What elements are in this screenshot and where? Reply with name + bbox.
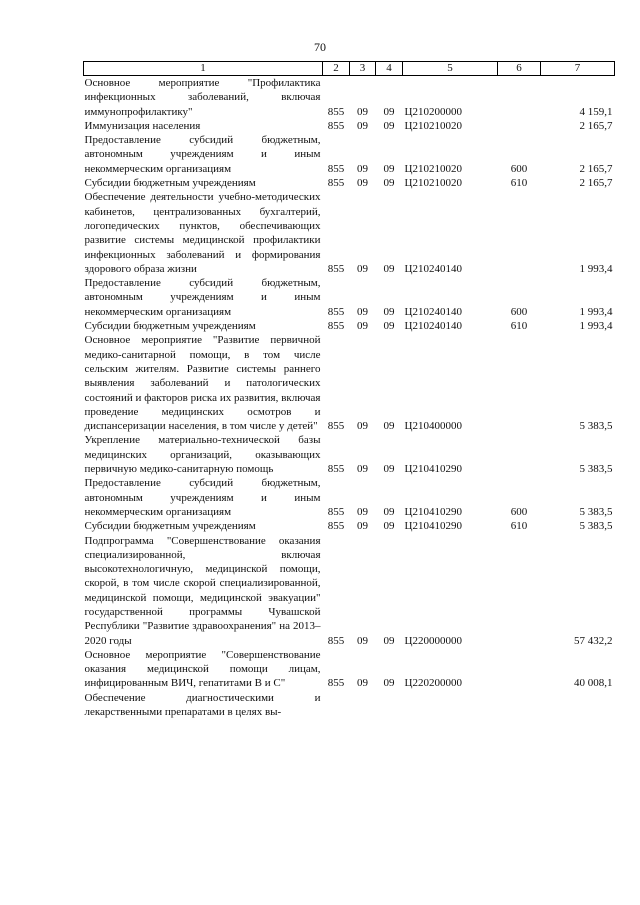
section-cell: 09 xyxy=(357,262,368,275)
amount-cell: 5 383,5 xyxy=(579,505,613,518)
section-cell: 09 xyxy=(357,305,368,318)
subsection-cell: 09 xyxy=(383,320,395,333)
section-cell: 09 xyxy=(357,677,368,690)
amount-cell: 2 165,7 xyxy=(579,119,613,132)
table-row xyxy=(84,319,615,333)
subsection-cell: 09 xyxy=(383,105,395,118)
target-item-cell xyxy=(403,691,498,720)
gr-code-cell: 855 xyxy=(327,634,345,647)
table-row xyxy=(84,76,615,119)
gr-code-cell: 855 xyxy=(327,677,345,690)
gr-code-cell: 855 xyxy=(327,420,345,433)
expense-type-cell: 610 xyxy=(510,520,528,533)
expense-type-cell xyxy=(498,119,541,133)
row-name-cell: Субсидии бюджетным учреждениям xyxy=(84,520,256,533)
table-row xyxy=(84,534,615,648)
gr-code-cell: 855 xyxy=(327,162,345,175)
gr-code-cell xyxy=(323,691,350,720)
column-header: 6 xyxy=(498,62,541,76)
subsection-cell: 09 xyxy=(383,505,395,518)
section-cell xyxy=(350,691,376,720)
column-header: 4 xyxy=(376,62,403,76)
subsection-cell: 09 xyxy=(383,305,395,318)
target-item-cell: Ц210410290 xyxy=(404,505,462,518)
table-header-row xyxy=(84,62,615,76)
section-cell: 09 xyxy=(357,105,368,118)
amount-cell: 2 165,7 xyxy=(579,177,613,190)
row-name-cell: Субсидии бюджетным учреждениям xyxy=(84,320,256,333)
target-item-cell: Ц220000000 xyxy=(404,634,462,647)
amount-cell: 2 165,7 xyxy=(579,162,613,175)
section-cell: 09 xyxy=(357,177,368,190)
table-row xyxy=(84,190,615,276)
section-cell: 09 xyxy=(357,463,368,476)
amount-cell: 5 383,5 xyxy=(579,420,613,433)
row-name-cell: Предоставление субсидий бюджетным, автономным учреждениям и иным некоммерческим организациям xyxy=(84,277,321,318)
target-item-cell: Ц210210020 xyxy=(404,177,462,190)
amount-cell: 1 993,4 xyxy=(579,262,613,275)
target-item-cell: Ц210200000 xyxy=(404,105,462,118)
expense-type-cell xyxy=(498,534,541,648)
table-row xyxy=(84,119,615,133)
table-row xyxy=(84,276,615,319)
gr-code-cell: 855 xyxy=(327,320,345,333)
subsection-cell: 09 xyxy=(383,463,395,476)
row-name-cell: Основное мероприятие "Совершенствование оказания медицинской помощи лицам, инфицированным ВИЧ, гепатитами В и С" xyxy=(84,648,321,690)
table-row xyxy=(84,176,615,190)
section-cell: 09 xyxy=(357,119,368,132)
column-header: 7 xyxy=(541,62,615,76)
row-name-cell: Иммунизация населения xyxy=(84,119,201,132)
subsection-cell: 09 xyxy=(383,119,395,132)
amount-cell: 4 159,1 xyxy=(579,105,613,118)
row-name-cell: Подпрограмма "Совершенствование оказания специализированной, включая высокотехнологичную, медицинской помощи, скорой, в том числе скорой специализированной, медицинской помощи, медицинской эвакуации" государственной программы Чувашской Республики "Развитие здравоохранения" на 2013–2020 годы xyxy=(84,534,321,647)
amount-cell xyxy=(541,691,615,720)
expense-type-cell xyxy=(498,76,541,119)
gr-code-cell: 855 xyxy=(327,262,345,275)
expense-type-cell: 600 xyxy=(510,505,528,518)
expense-type-cell xyxy=(498,190,541,276)
gr-code-cell: 855 xyxy=(327,105,345,118)
amount-cell: 40 008,1 xyxy=(574,677,613,690)
target-item-cell: Ц210240140 xyxy=(404,320,462,333)
subsection-cell: 09 xyxy=(383,262,395,275)
row-name-cell: Обеспечение деятельности учебно-методических кабинетов, централизованных бухгалтерий, логопедических пунктов, обеспечивающих развитие системы медицинской профилактики инфекционных заболеваний и формирования здорового образа жизни xyxy=(84,191,321,275)
expense-type-cell: 610 xyxy=(510,177,528,190)
expense-type-cell xyxy=(498,691,541,720)
row-name-cell: Предоставление субсидий бюджетным, автономным учреждениям и иным некоммерческим организациям xyxy=(84,477,321,518)
target-item-cell: Ц210410290 xyxy=(404,463,462,476)
subsection-cell xyxy=(376,691,403,720)
section-cell: 09 xyxy=(357,520,368,533)
target-item-cell: Ц210240140 xyxy=(404,305,462,318)
subsection-cell: 09 xyxy=(383,677,395,690)
amount-cell: 57 432,2 xyxy=(574,634,613,647)
amount-cell: 1 993,4 xyxy=(579,305,613,318)
column-header: 2 xyxy=(323,62,350,76)
section-cell: 09 xyxy=(357,420,368,433)
section-cell: 09 xyxy=(357,320,368,333)
target-item-cell: Ц210410290 xyxy=(404,520,462,533)
expense-type-cell xyxy=(498,333,541,433)
table-row xyxy=(84,476,615,519)
subsection-cell: 09 xyxy=(383,520,395,533)
expense-type-cell: 610 xyxy=(510,320,528,333)
gr-code-cell: 855 xyxy=(327,520,345,533)
expense-type-cell: 600 xyxy=(510,162,528,175)
row-name-cell: Субсидии бюджетным учреждениям xyxy=(84,177,256,190)
table-row xyxy=(84,519,615,533)
target-item-cell: Ц210210020 xyxy=(404,162,462,175)
row-name-cell: Предоставление субсидий бюджетным, автономным учреждениям и иным некоммерческим организациям xyxy=(84,134,321,175)
row-name-cell: Основное мероприятие "Развитие первичной медико-санитарной помощи, в том числе сельским жителям. Развитие системы раннего выявления заболеваний и патологических состояний и факторов риска их развития, включая проведение медицинских осмотров и диспансеризации населения, в том числе у детей" xyxy=(84,334,321,433)
gr-code-cell: 855 xyxy=(327,119,345,132)
amount-cell: 5 383,5 xyxy=(579,520,613,533)
section-cell: 09 xyxy=(357,634,368,647)
section-cell: 09 xyxy=(357,162,368,175)
subsection-cell: 09 xyxy=(383,177,395,190)
table-row xyxy=(84,433,615,476)
row-name-cell: Обеспечение диагностическими и лекарственными препаратами в целях вы- xyxy=(84,691,321,719)
table-row xyxy=(84,648,615,691)
budget-table xyxy=(83,61,615,719)
expense-type-cell xyxy=(498,648,541,691)
gr-code-cell: 855 xyxy=(327,463,345,476)
target-item-cell: Ц210240140 xyxy=(404,262,462,275)
page-number: 70 xyxy=(314,40,326,54)
expense-type-cell xyxy=(498,433,541,476)
row-name-cell: Укрепление материально-технической базы медицинских организаций, оказывающих первичную медико-санитарную помощь xyxy=(84,434,321,476)
gr-code-cell: 855 xyxy=(327,305,345,318)
target-item-cell: Ц210400000 xyxy=(404,420,462,433)
subsection-cell: 09 xyxy=(383,420,395,433)
column-header: 1 xyxy=(84,62,323,76)
table-row xyxy=(84,133,615,176)
column-header: 3 xyxy=(350,62,376,76)
table-row xyxy=(84,691,615,720)
column-header: 5 xyxy=(403,62,498,76)
gr-code-cell: 855 xyxy=(327,177,345,190)
row-name-cell: Основное мероприятие "Профилактика инфекционных заболеваний, включая иммунопрофилактику" xyxy=(84,77,321,118)
subsection-cell: 09 xyxy=(383,634,395,647)
target-item-cell: Ц210210020 xyxy=(404,119,462,132)
amount-cell: 5 383,5 xyxy=(579,463,613,476)
section-cell: 09 xyxy=(357,505,368,518)
target-item-cell: Ц220200000 xyxy=(404,677,462,690)
gr-code-cell: 855 xyxy=(327,505,345,518)
subsection-cell: 09 xyxy=(383,162,395,175)
expense-type-cell: 600 xyxy=(510,305,528,318)
amount-cell: 1 993,4 xyxy=(579,320,613,333)
table-row xyxy=(84,333,615,433)
